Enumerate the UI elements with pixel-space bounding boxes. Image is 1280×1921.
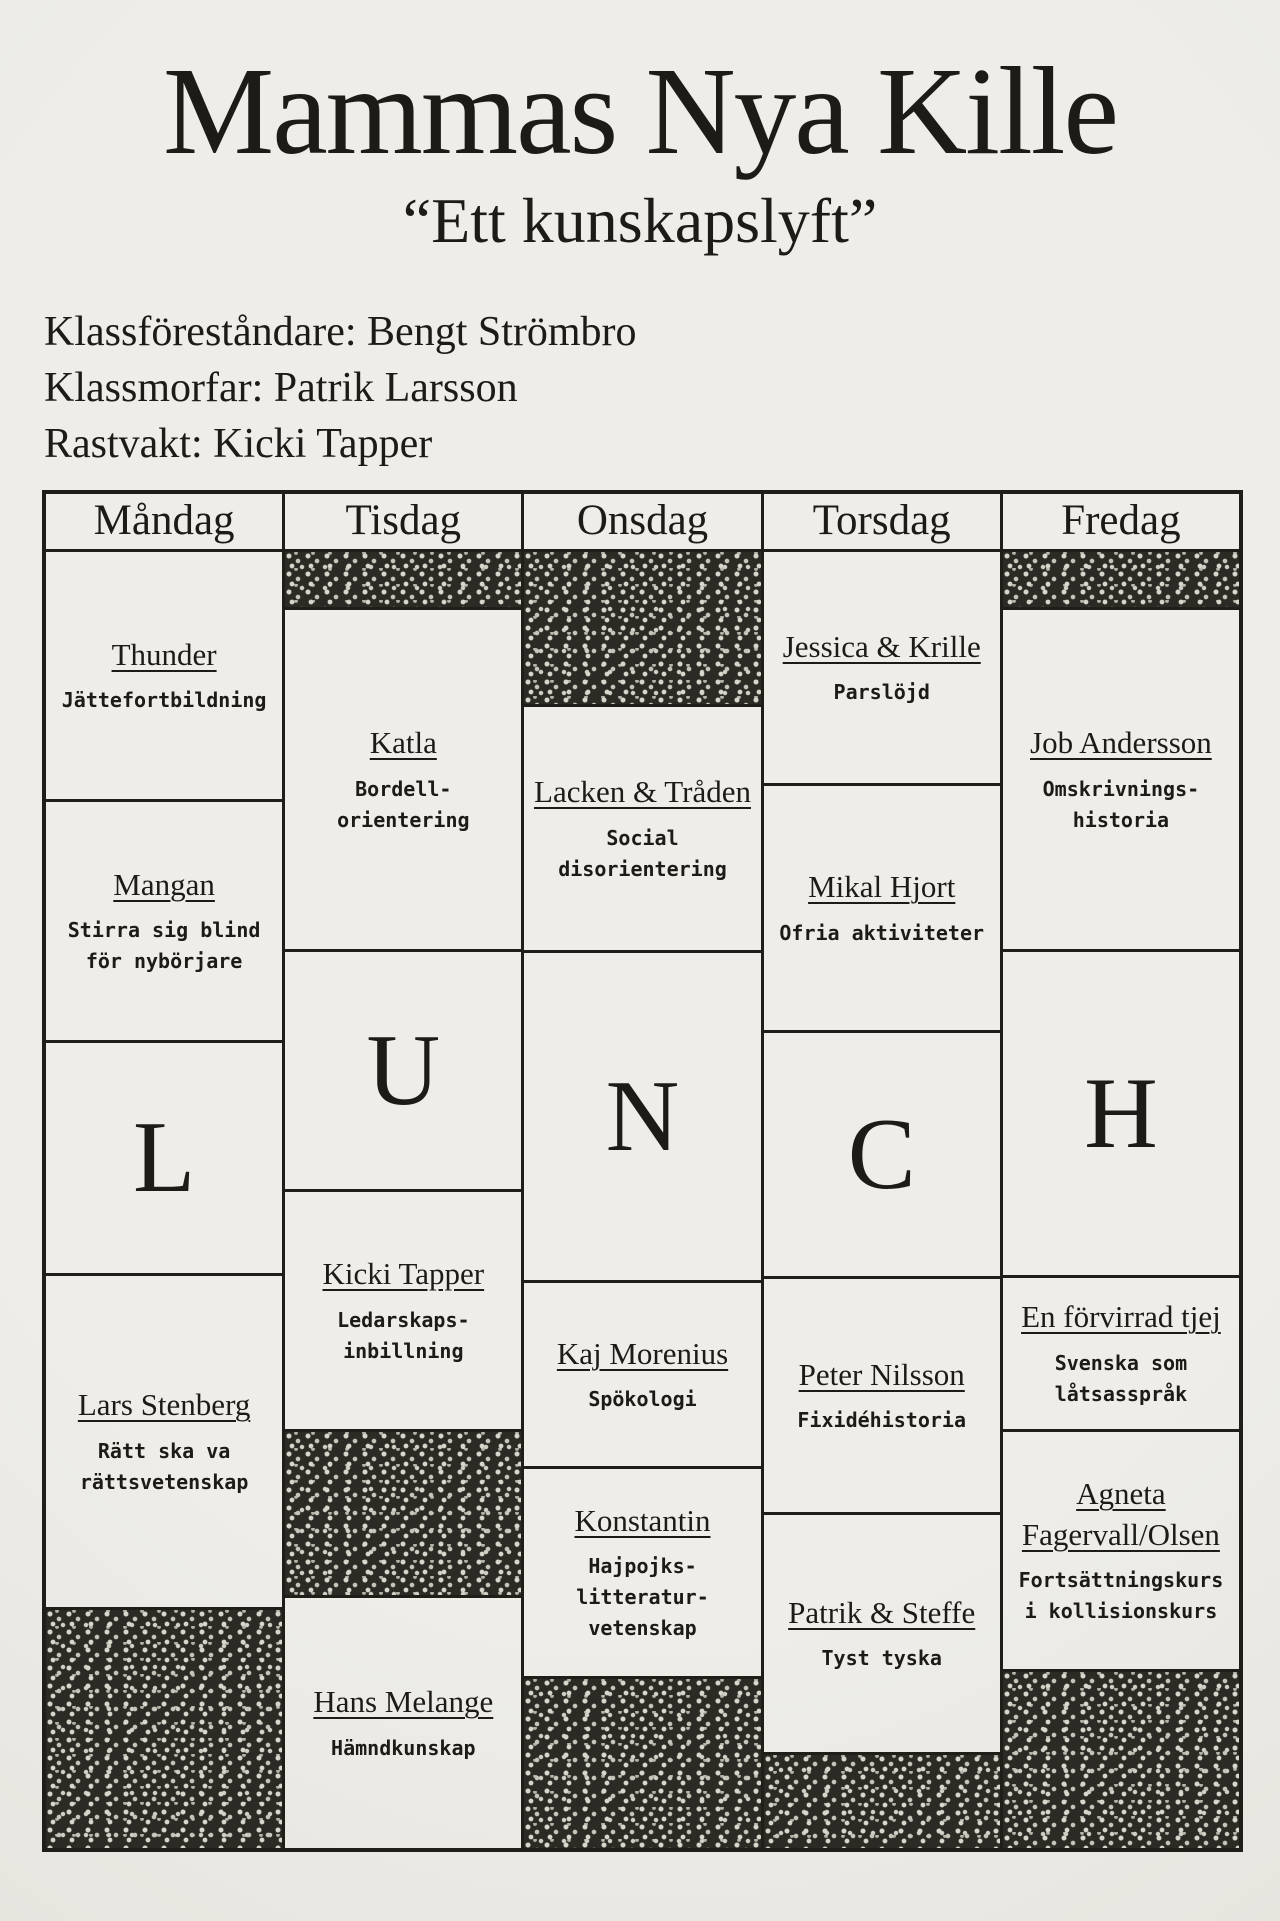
stipple-block [524, 552, 760, 707]
subject-text-line: låtsasspråk [1054, 1381, 1188, 1406]
teacher-name [1021, 1297, 1221, 1337]
subject-text-line: Spökologi [588, 1387, 697, 1412]
teacher-name [322, 1254, 484, 1294]
info-line-klassforestandare: Klassföreståndare: Bengt Strömbro [44, 309, 637, 355]
teacher-name [370, 723, 437, 763]
schedule-column-5 [1003, 552, 1239, 1848]
lunch-letter: L [132, 1101, 196, 1214]
subject-text-line: Rätt ska va [97, 1438, 231, 1463]
lunch-letter-cell [285, 952, 521, 1192]
stipple-block [1003, 552, 1239, 610]
subject-text-line: Stirra sig blind [67, 918, 261, 943]
teacher-name [788, 1593, 975, 1633]
lunch-letter-cell [524, 953, 760, 1283]
subject-text-line: Svenska som [1054, 1350, 1188, 1375]
teacher-name [783, 627, 981, 667]
teacher-name [1022, 1474, 1220, 1555]
teacher-name [799, 1355, 965, 1395]
subject-text-line: vetenskap [588, 1616, 697, 1641]
schedule-body [46, 552, 1239, 1848]
subject-text [558, 823, 727, 885]
subject-text [588, 1384, 696, 1415]
day-header-thursday: Torsdag [764, 494, 1003, 549]
schedule-cell [764, 1279, 1000, 1515]
teacher-name-line: Lacken & Tråden [534, 774, 751, 810]
schedule-cell [764, 552, 1000, 786]
subject-text-line: Hämndkunskap [331, 1735, 476, 1760]
teacher-name-line: Job Andersson [1030, 725, 1212, 761]
subject-text [80, 1436, 249, 1498]
teacher-name-line: Lars Stenberg [77, 1387, 251, 1423]
lunch-letter: C [847, 1097, 916, 1211]
teacher-name [78, 1385, 250, 1425]
subject-text-line: disorientering [558, 856, 727, 881]
subject-text [1019, 1565, 1224, 1627]
schedule-column-4 [764, 552, 1003, 1848]
subject-text [822, 1643, 942, 1674]
subject-text-line: i kollisionskurs [1024, 1598, 1218, 1623]
subject-text-line: litteratur- [576, 1585, 709, 1610]
subject-text-line: Ofria aktiviteter [779, 920, 985, 945]
teacher-name-line: Peter Nilsson [798, 1356, 965, 1392]
info-line-klassmorfar: Klassmorfar: Patrik Larsson [44, 364, 518, 411]
stipple-block [285, 552, 521, 610]
subject-text-line: orientering [337, 807, 470, 832]
schedule-cell [285, 1192, 521, 1432]
day-header-tuesday: Tisdag [285, 494, 524, 549]
teacher-name-line: Kicki Tapper [322, 1256, 485, 1292]
page-subtitle: “Ett kunskapslyft” [402, 185, 878, 256]
subject-text [62, 685, 267, 716]
teacher-name-line: Konstantin [574, 1502, 711, 1538]
subject-text [1055, 1348, 1187, 1410]
lunch-letter-cell [1003, 952, 1239, 1278]
schedule-cell [1003, 610, 1239, 952]
schedule-cell [46, 1276, 282, 1610]
subject-text-line: Fixidéhistoria [797, 1408, 966, 1433]
stipple-block [1003, 1672, 1239, 1848]
schedule-column-1 [46, 552, 285, 1848]
teacher-name-line: En förvirrad tjej [1021, 1299, 1221, 1335]
subject-text [337, 774, 469, 836]
stipple-block [285, 1432, 521, 1598]
subject-text-line: Jättefortbildning [61, 688, 267, 713]
teacher-name-line: Katla [369, 725, 437, 761]
teacher-name [113, 865, 215, 905]
schedule-cell [524, 1469, 760, 1679]
stipple-block [764, 1755, 1000, 1848]
stipple-block [524, 1679, 760, 1848]
info-block [44, 305, 1280, 473]
schedule-cell [524, 707, 760, 953]
teacher-name-line: Thunder [111, 636, 217, 672]
subject-text [331, 1733, 476, 1764]
schedule-cell [46, 802, 282, 1043]
lunch-letter: U [366, 1013, 441, 1127]
page-title: Mammas Nya Kille [163, 43, 1117, 181]
subject-text-line: historia [1072, 807, 1170, 832]
schedule-cell [764, 1515, 1000, 1755]
subject-text [1043, 774, 1200, 836]
day-header-wednesday: Onsdag [524, 494, 763, 549]
subject-text-line: rättsvetenskap [79, 1469, 249, 1494]
schedule-cell [1003, 1278, 1239, 1432]
day-header-friday: Fredag [1061, 497, 1181, 544]
stipple-block [46, 1610, 282, 1848]
schedule-cell [285, 1598, 521, 1848]
subject-text-line: Ledarskaps- [337, 1307, 470, 1332]
teacher-name-line: Jessica & Krille [782, 628, 981, 664]
subject-text [797, 1405, 966, 1436]
subject-text [576, 1551, 708, 1644]
schedule-table [42, 490, 1243, 1852]
teacher-name-line: Kaj Morenius [556, 1335, 729, 1371]
teacher-name-line: Hans Melange [313, 1684, 494, 1720]
subject-text [337, 1305, 469, 1367]
lunch-letter: N [605, 1059, 680, 1173]
subject-text-line: inbillning [343, 1338, 464, 1363]
schedule-cell [764, 786, 1000, 1033]
teacher-name [112, 635, 217, 675]
schedule-cell [1003, 1432, 1239, 1672]
subject-text-line: Parslöjd [833, 680, 930, 705]
teacher-name [808, 867, 955, 907]
teacher-name-line: Fagervall/Olsen [1021, 1516, 1220, 1552]
schedule-column-3 [524, 552, 763, 1848]
teacher-name-line: Mangan [113, 866, 215, 902]
subject-text [779, 918, 984, 949]
schedule-cell [46, 552, 282, 802]
subject-text [834, 677, 930, 708]
subject-text-line: Social [606, 825, 679, 850]
subject-text-line: Hajpojks- [588, 1554, 697, 1579]
teacher-name [1030, 723, 1212, 763]
teacher-name-line: Agneta [1076, 1476, 1166, 1512]
schedule-header-row [46, 494, 1239, 552]
lunch-letter-cell [46, 1043, 282, 1276]
subject-text-line: Fortsättningskurs [1018, 1567, 1224, 1592]
schedule-cell [285, 610, 521, 952]
lunch-letter-cell [764, 1033, 1000, 1279]
info-line-rastvakt: Rastvakt: Kicki Tapper [44, 420, 433, 467]
teacher-name [557, 1334, 728, 1374]
teacher-name [574, 1501, 710, 1541]
subject-text-line: Tyst tyska [821, 1646, 942, 1671]
teacher-name [313, 1682, 493, 1722]
teacher-name-line: Patrik & Steffe [788, 1594, 976, 1630]
lunch-letter: H [1084, 1056, 1158, 1170]
schedule-cell [524, 1283, 760, 1469]
teacher-name-line: Mikal Hjort [808, 869, 956, 905]
subject-text-line: för nybörjare [85, 949, 243, 974]
subject-text [68, 915, 261, 977]
schedule-column-2 [285, 552, 524, 1848]
day-header-monday: Måndag [46, 494, 285, 549]
subject-text-line: Bordell- [355, 776, 452, 801]
subject-text-line: Omskrivnings- [1042, 776, 1200, 801]
teacher-name [534, 772, 751, 812]
